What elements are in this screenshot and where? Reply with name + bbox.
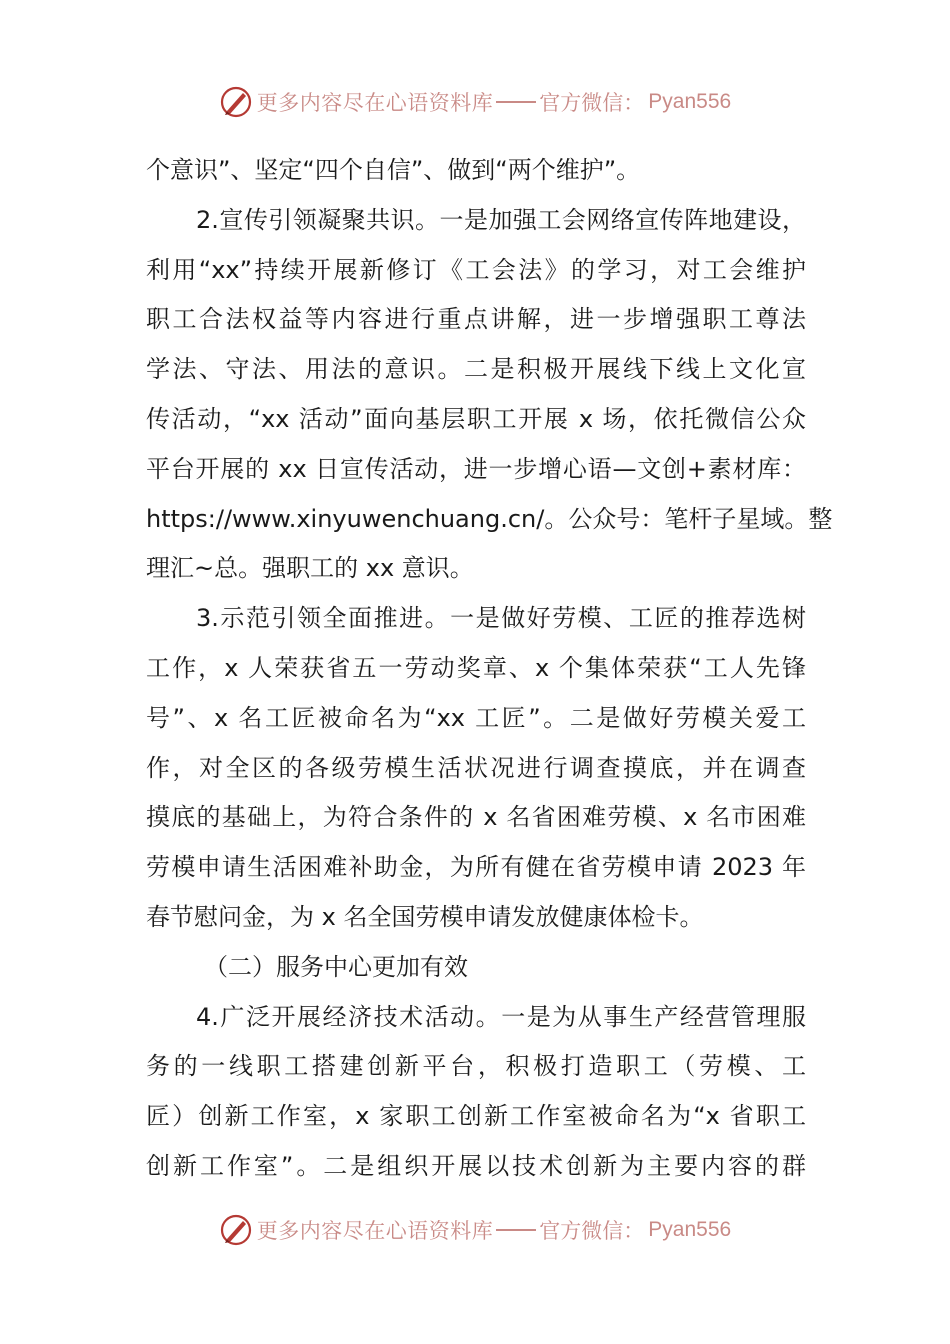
banner-dash — [496, 101, 536, 103]
text-line: 4.广泛开展经济技术活动。一是为从事生产经营管理服 — [196, 1002, 806, 1031]
text-line: 理汇~总。强职工的 xx 意识。 — [146, 554, 474, 583]
text-line: 工作，x 人荣获省五一劳动奖章、x 个集体荣获“工人先锋 — [146, 653, 806, 682]
pen-logo-icon — [219, 1213, 253, 1247]
footer-watermark-banner — [0, 1210, 950, 1250]
banner-dash — [496, 1229, 536, 1231]
text-line: 春节慰问金，为 x 名全国劳模申请发放健康体检卡。 — [146, 902, 704, 931]
text-line: 创新工作室”。二是组织开展以技术创新为主要内容的群 — [146, 1151, 806, 1180]
banner-text: 更多内容尽在心语资料库 — [256, 1219, 494, 1243]
text-line: 职工合法权益等内容进行重点讲解，进一步增强职工尊法 — [146, 305, 806, 334]
header-watermark-banner — [0, 82, 950, 122]
text-line: 号”、x 名工匠被命名为“xx 工匠”。二是做好劳模关爱工 — [146, 703, 806, 732]
banner-text: 更多内容尽在心语资料库 — [256, 91, 494, 115]
banner-wechat-label: 官方微信： — [539, 1219, 645, 1243]
text-line: 劳模申请生活困难补助金，为所有健在省劳模申请 2023 年 — [146, 853, 806, 882]
text-line: 个意识”、坚定“四个自信”、做到“两个维护”。 — [146, 156, 641, 184]
text-line: 利用“xx”持续开展新修订《工会法》的学习，对工会维护 — [146, 255, 806, 284]
text-line: 作，对全区的各级劳模生活状况进行调查摸底，并在调查 — [146, 753, 806, 782]
text-line: 传活动，“xx 活动”面向基层职工开展 x 场，依托微信公众 — [146, 404, 806, 433]
text-line: 匠）创新工作室，x 家职工创新工作室被命名为“x 省职工 — [146, 1102, 806, 1131]
section-heading: （二）服务中心更加有效 — [204, 952, 468, 981]
text-line: 摸底的基础上，为符合条件的 x 名省困难劳模、x 名市困难 — [146, 803, 806, 832]
text-line: 学法、守法、用法的意识。二是积极开展线下线上文化宣 — [146, 355, 806, 384]
pen-logo-icon — [219, 85, 253, 119]
text-line: 务的一线职工搭建创新平台，积极打造职工（劳模、工 — [146, 1052, 806, 1081]
banner-wechat-id: Pyan556 — [648, 90, 732, 113]
text-line: 平台开展的 xx 日宣传活动，进一步增心语—文创+素材库： — [146, 454, 806, 483]
text-line: 3.示范引领全面推进。一是做好劳模、工匠的推荐选树 — [196, 604, 806, 633]
text-line: https://www.xinyuwenchuang.cn/。公众号：笔杆子星域。整 — [146, 504, 833, 533]
banner-wechat-id: Pyan556 — [648, 1218, 732, 1241]
text-line: 2.宣传引领凝聚共识。一是加强工会网络宣传阵地建设， — [196, 205, 806, 234]
banner-wechat-label: 官方微信： — [539, 91, 645, 115]
document-body — [146, 146, 833, 1192]
